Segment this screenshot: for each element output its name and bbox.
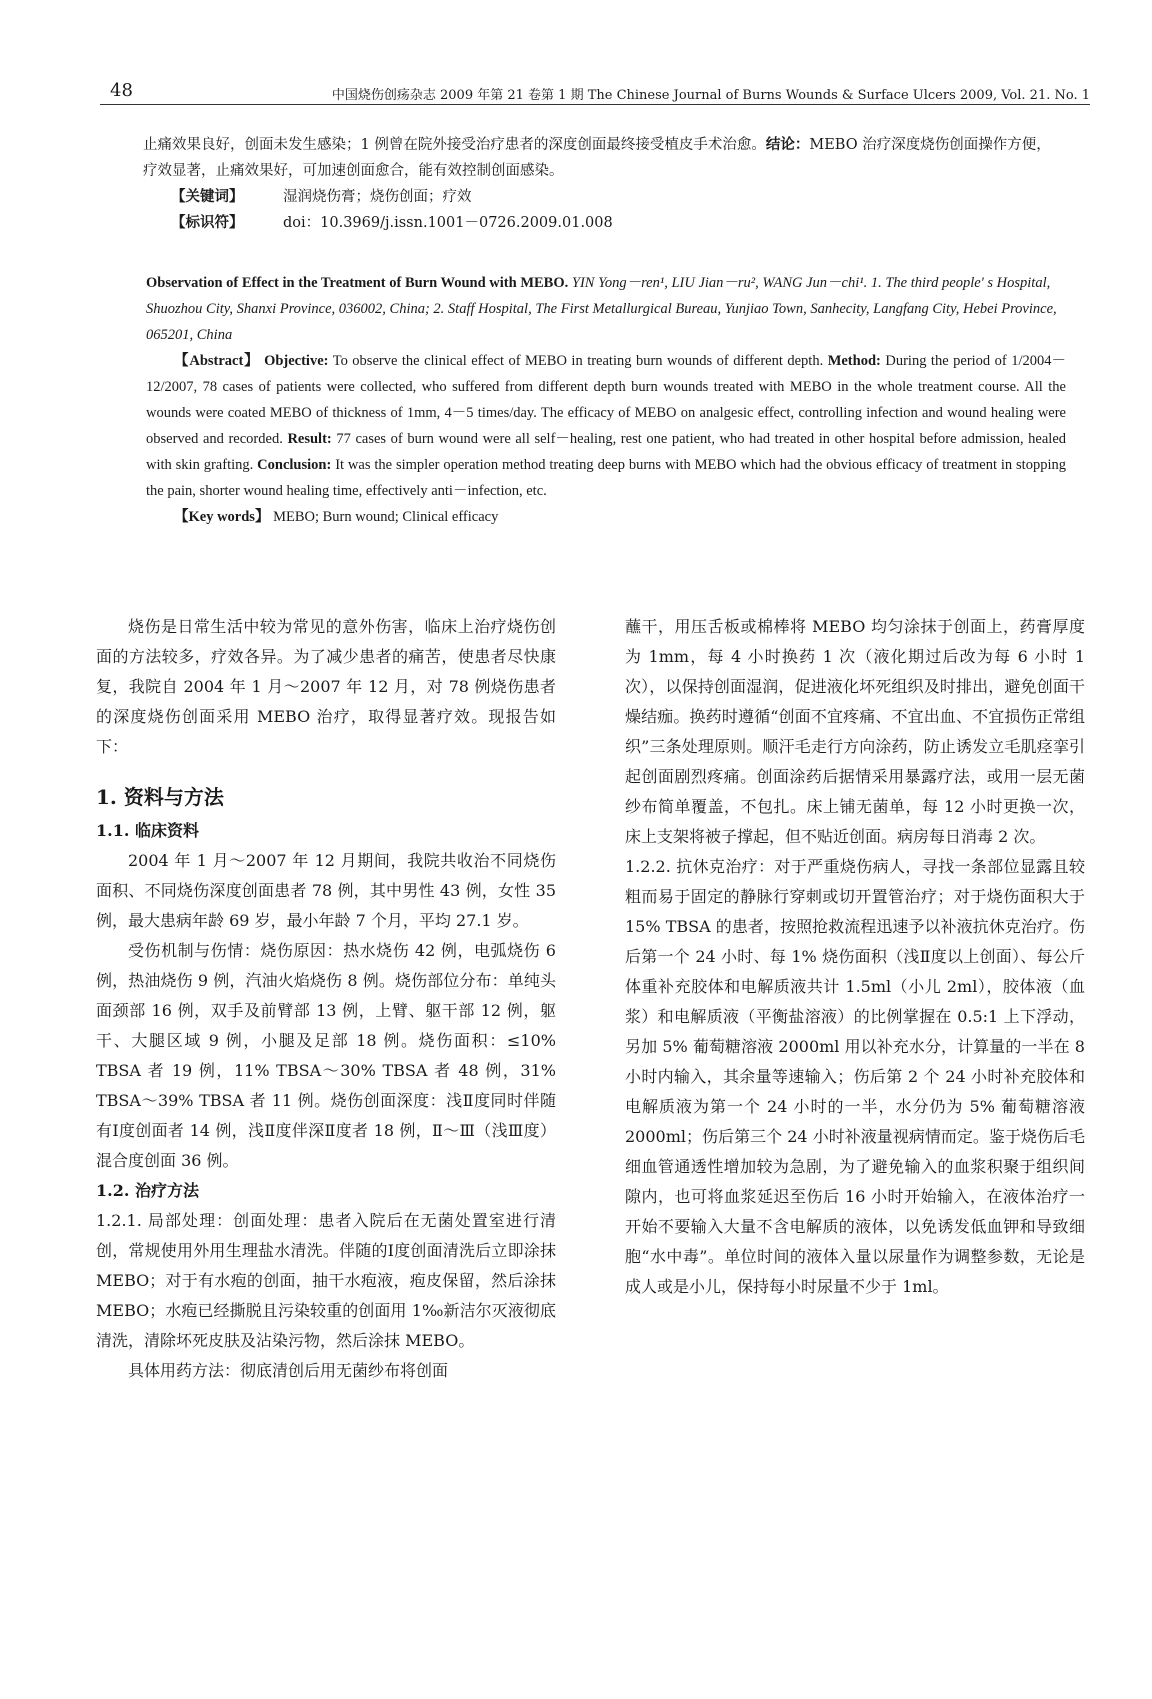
en-conclusion: It was the simpler operation method treating deep burns with MEBO which had the obvious efficacy of treatment in stopping the pain, shorter wound healing time, effectively anti－infection, etc. bbox=[146, 457, 1066, 499]
cn-identifier: doi：10.3969/j.issn.1001－0726.2009.01.008 bbox=[283, 215, 613, 231]
anti-shock-paragraph: 1.2.2. 抗休克治疗：对于严重烧伤病人，寻找一条部位显露且较粗而易于固定的静脉行穿刺或切开置管治疗；对于烧伤面积大于 15% TBSA 的患者，按照抢救流程迅速予以补液抗休克治疗。伤后第一个 24 小时、每 1% 烧伤面积（浅Ⅱ度以上创面）、每公斤体重补充胶体和电解质液共计 1.5ml（小儿 2ml），胶体液（血浆）和电解质液（平衡盐溶液）的比例掌握在 0.5:1 上下浮动，另加 5% 葡萄糖溶液 2000ml 用以补充水分，计算量的一半在 8 小时内输入，其余量等速输入；伤后第 2 个 24 小时补充胶体和电解质液为第一个 24 小时的一半，水分仍为 5% 葡萄糖溶液 2000ml；伤后第三个 24 小时补液量视病情而定。鉴于烧伤后毛细血管通透性增加较为急剧，为了避免输入的血浆积聚于组织间隙内，也可将血浆延迟至伤后 16 小时开始输入，在液体治疗一开始不要输入大量不含电解质的液体，以免诱发低血钾和导致细胞“水中毒”。单位时间的液体入量以尿量作为调整参数，无论是成人或是小儿，保持每小时尿量不少于 1ml。 bbox=[625, 857, 1085, 1296]
en-affiliations: 1. The third people' s Hospital, Shuozhou City, Shanxi Province, 036002, China; 2. Staff Hospital, The First Metallurgical Bureau, Yunjiao Town, Sanhecity, Langfang City, Hebei Province, 065201, China bbox=[146, 275, 1057, 343]
en-keywords-label: 【Key words】 bbox=[174, 509, 270, 525]
en-keywords: MEBO; Burn wound; Clinical efficacy bbox=[273, 509, 499, 525]
en-objective-label: Objective: bbox=[264, 353, 329, 369]
cn-identifier-label: 【标识符】 bbox=[171, 214, 244, 231]
subsection-heading-1-1: 1.1. 临床资料 bbox=[96, 821, 199, 840]
en-method: During the period of 1/2004－12/2007, 78 cases of patients were collected, who suffered from different depth burn wounds treated with MEBO in the whole treatment course. All the wounds were coated MEBO of thickness of 1mm, 4－5 times/day. The efficacy of MEBO on analgesic effect, controlling infection and wound healing were observed and recorded. bbox=[146, 353, 1067, 447]
english-abstract bbox=[146, 270, 1066, 530]
en-conclusion-label: Conclusion: bbox=[257, 457, 332, 473]
en-abstract-paragraph bbox=[146, 348, 1066, 504]
en-abstract-label: 【Abstract】 bbox=[174, 353, 260, 369]
clinical-data-paragraph: 2004 年 1 月～2007 年 12 月期间，我院共收治不同烧伤面积、不同烧伤深度创面患者 78 例，其中男性 43 例，女性 35 例，最大患病年龄 69 岁，最小年龄 7 个月，平均 27.1 岁。 bbox=[96, 851, 556, 930]
en-objective: To observe the clinical effect of MEBO in treating burn wounds of different depth. bbox=[332, 353, 824, 369]
body-column-left bbox=[96, 612, 556, 1386]
en-method-label: Method: bbox=[827, 353, 881, 369]
cn-result-paragraph bbox=[143, 132, 1063, 184]
en-result-label: Result: bbox=[287, 431, 332, 447]
running-header bbox=[100, 82, 1090, 105]
en-title: Observation of Effect in the Treatment of Burn Wound with MEBO. bbox=[146, 275, 569, 291]
injury-paragraph: 受伤机制与伤情：烧伤原因：热水烧伤 42 例，电弧烧伤 6 例，热油烧伤 9 例，汽油火焰烧伤 8 例。烧伤部位分布：单纯头面颈部 16 例，双手及前臂部 13 例，上臂、躯干部 12 例，躯干、大腿区域 9 例，小腿及足部 18 例。烧伤面积：≤10% TBSA 者 19 例，11% TBSA～30% TBSA 者 48 例，31% TBSA～39% TBSA 者 11 例。烧伤创面深度：浅Ⅱ度同时伴随有Ⅰ度创面者 14 例，浅Ⅱ度伴深Ⅱ度者 18 例，Ⅱ～Ⅲ（浅Ⅲ度）混合度创面 36 例。 bbox=[96, 941, 556, 1170]
cn-result-text: 止痛效果良好，创面未发生感染；1 例曾在院外接受治疗患者的深度创面最终接受植皮手术治愈。 bbox=[143, 137, 766, 153]
cn-conclusion-label: 结论： bbox=[765, 136, 810, 153]
journal-title: 中国烧伤创疡杂志 2009 年第 21 卷第 1 期 The Chinese Journal of Burns Wounds & Surface Ulcers 2009, Vol. 21. No. 1 bbox=[331, 88, 1090, 103]
en-authors: YIN Yong－ren¹, LIU Jian－ru², WANG Jun－chi¹. bbox=[571, 275, 868, 291]
section-heading-1: 1. 资料与方法 bbox=[96, 785, 224, 809]
drug-method-paragraph-cont: 蘸干，用压舌板或棉棒将 MEBO 均匀涂抹于创面上，药膏厚度为 1mm，每 4 小时换药 1 次（液化期过后改为每 6 小时 1 次），以保持创面湿润，促进液化坏死组织及时排出，避免创面干燥结痂。换药时遵循“创面不宜疼痛、不宜出血、不宜损伤正常组织”三条处理原则。顺汗毛走行方向涂药，防止诱发立毛肌痉挛引起创面剧烈疼痛。创面涂药后据情采用暴露疗法，或用一层无菌纱布简单覆盖，不包扎。床上铺无菌单，每 12 小时更换一次，床上支架将被子撑起，但不贴近创面。病房每日消毒 2 次。 bbox=[625, 617, 1085, 846]
en-keywords-row bbox=[146, 504, 1066, 530]
local-treatment-paragraph: 1.2.1. 局部处理：创面处理：患者入院后在无菌处置室进行清创，常规使用外用生理盐水清洗。伴随的Ⅰ度创面清洗后立即涂抹 MEBO；对于有水疱的创面，抽干水疱液，疱皮保留，然后涂抹 MEBO；水疱已经撕脱且污染较重的创面用 1‰新洁尔灭液彻底清洗，清除坏死皮肤及沾染污物，然后涂抹 MEBO。 bbox=[96, 1211, 556, 1350]
body-column-right bbox=[625, 612, 1085, 1302]
cn-identifier-row bbox=[143, 210, 1063, 236]
intro-paragraph: 烧伤是日常生活中较为常见的意外伤害，临床上治疗烧伤创面的方法较多，疗效各异。为了减少患者的痛苦，使患者尽快康复，我院自 2004 年 1 月～2007 年 12 月，对 78 例烧伤患者的深度烧伤创面采用 MEBO 治疗，取得显著疗效。现报告如下： bbox=[96, 617, 556, 756]
cn-keywords-label: 【关键词】 bbox=[171, 188, 244, 205]
cn-keywords-row bbox=[143, 184, 1063, 210]
subsection-heading-1-2: 1.2. 治疗方法 bbox=[96, 1181, 199, 1200]
chinese-abstract-tail bbox=[143, 132, 1063, 236]
en-result: 77 cases of burn wound were all self－healing, rest one patient, who had treated in other hospital before admission, healed with skin grafting. bbox=[146, 431, 1067, 473]
drug-method-paragraph-start: 具体用药方法：彻底清创后用无菌纱布将创面 bbox=[128, 1361, 449, 1380]
page-number: 48 bbox=[110, 80, 133, 101]
en-header-paragraph bbox=[146, 270, 1066, 348]
cn-conclusion-text: MEBO 治疗深度烧伤创面操作方便，疗效显著，止痛效果好，可加速创面愈合，能有效控制创面感染。 bbox=[143, 137, 1051, 179]
cn-keywords: 湿润烧伤膏；烧伤创面；疗效 bbox=[283, 189, 472, 205]
